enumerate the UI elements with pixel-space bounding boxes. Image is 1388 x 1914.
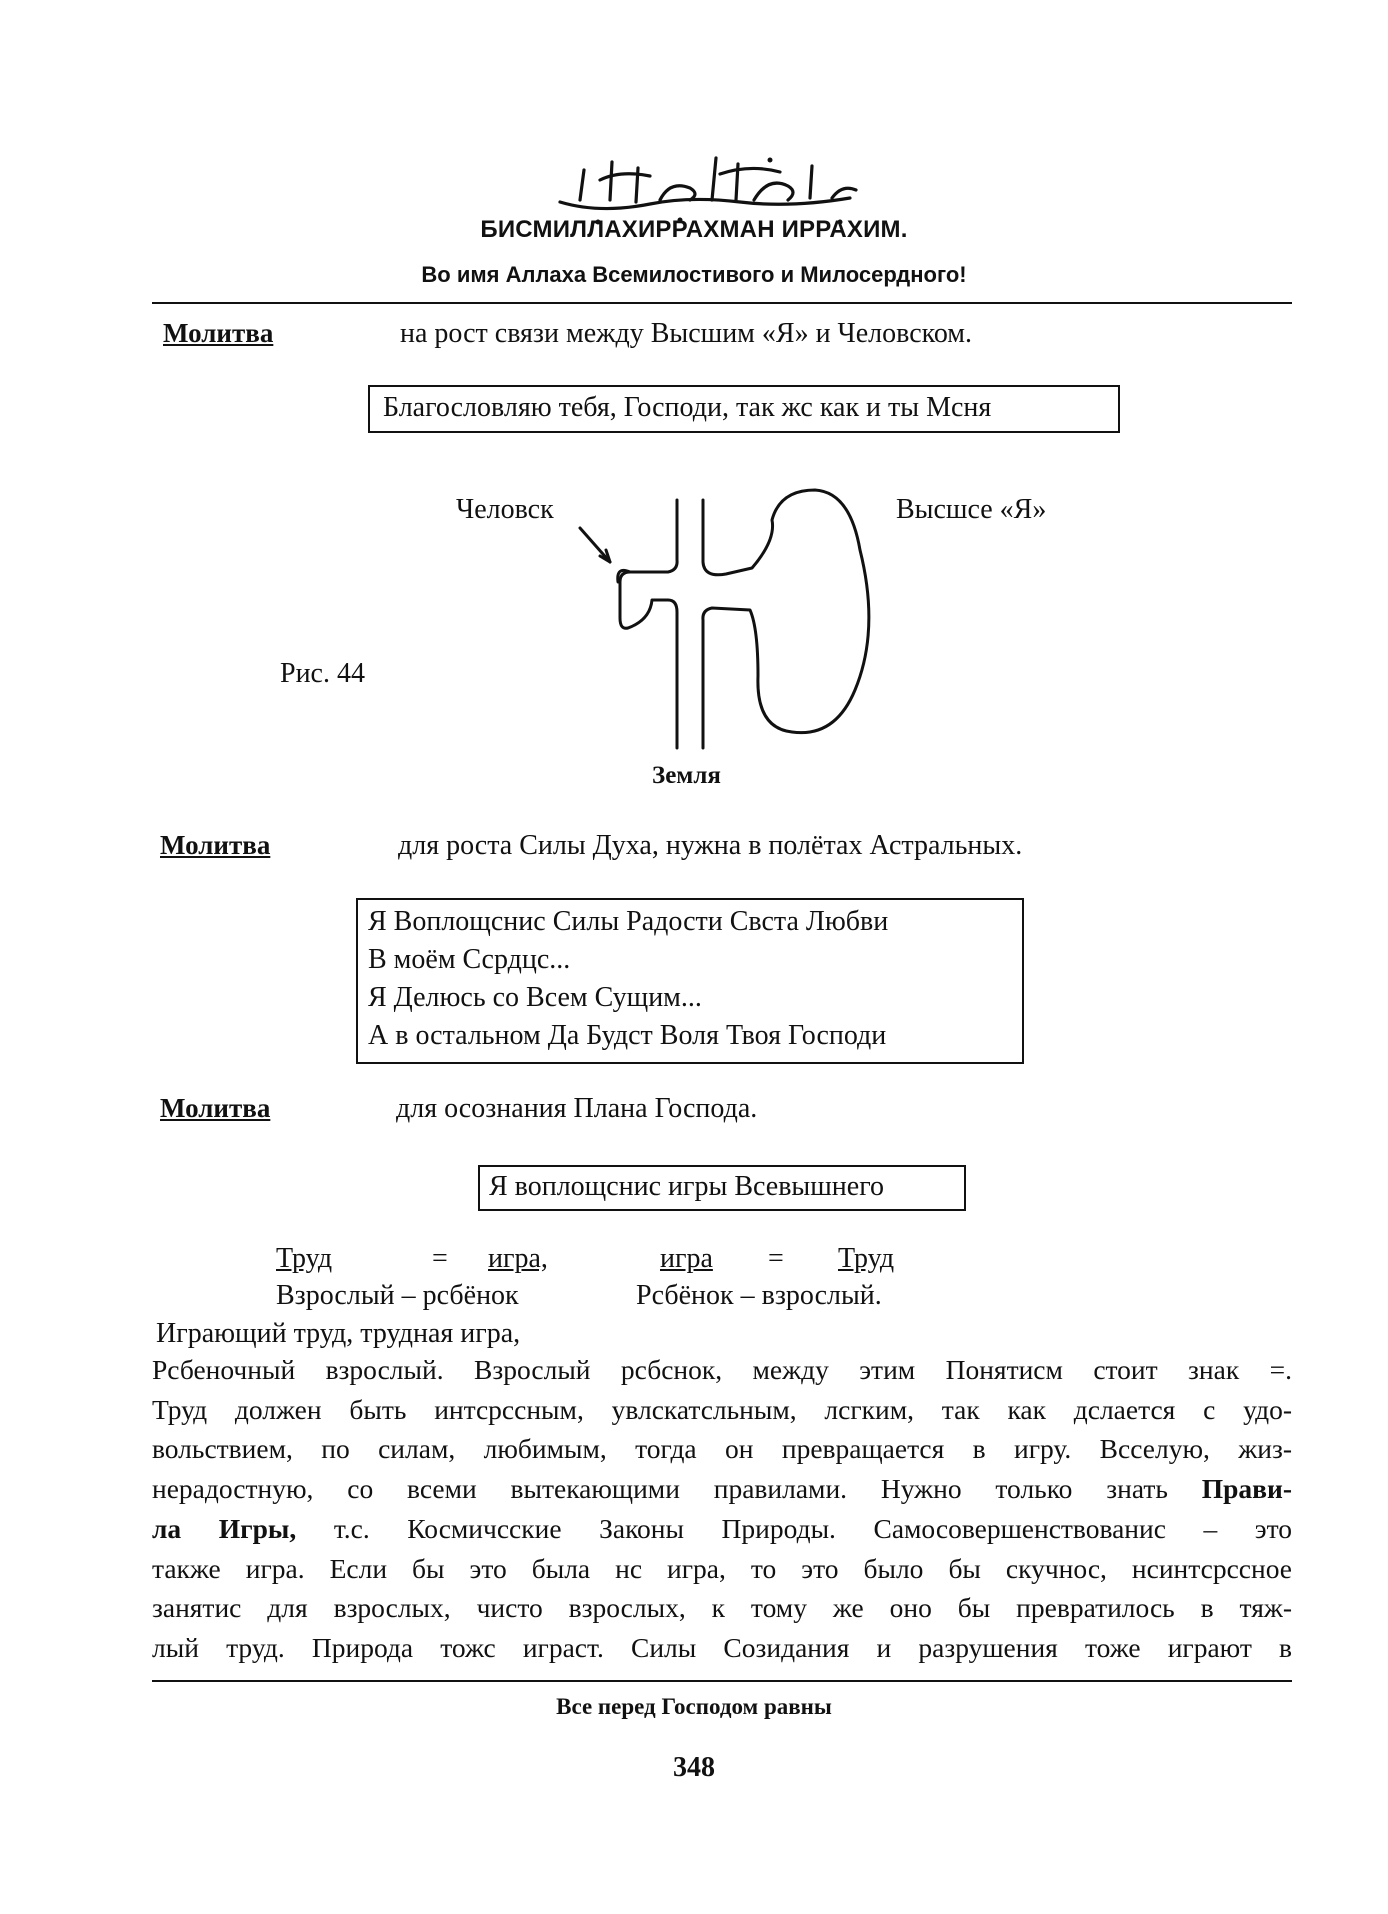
body-line: Рсбеночный взрослый. Взрослый рсбснок, между этим Понятисм стоит знак =. — [152, 1354, 1292, 1385]
equation-game-right: игра — [660, 1243, 713, 1274]
footer-rule — [152, 1680, 1292, 1682]
body-bold-text: Прави- — [1201, 1473, 1292, 1505]
equation-equals-right: = — [768, 1243, 784, 1274]
footer-text: Все перед Господом равны — [556, 1694, 832, 1719]
prayer2-line: В моём Ссрдцс... — [368, 944, 571, 975]
prayer3-text: Я воплощснис игры Всевышнего — [489, 1171, 884, 1202]
prayer2-line: Я Воплощснис Силы Радости Свста Любви — [368, 906, 889, 937]
body-bold-text: ла Игры, — [152, 1512, 297, 1544]
body-line: вольствием, по силам, любимым, тогда он превращается в игру. Всселую, жиз- — [152, 1433, 1292, 1465]
prayer2-line: Я Делюсь со Всем Сущим... — [368, 982, 702, 1013]
equation-work-right: Труд — [838, 1243, 895, 1274]
body-line: занятис для взрослых, чисто взрослых, к тому же оно бы превратилось в тяж- — [152, 1592, 1292, 1624]
prayer3-text-box — [478, 1165, 966, 1211]
equation-adult-child: Взрослый – рсбёнок — [276, 1280, 519, 1311]
prayer1-label: Молитва — [163, 318, 274, 348]
header-rule — [152, 302, 1292, 304]
figure-caption: Рис. 44 — [280, 658, 365, 689]
prayer3-purpose: для осознания Плана Господа. — [396, 1093, 758, 1124]
prayer1-text-box — [368, 385, 1120, 433]
figure-label-earth: Земля — [652, 762, 721, 789]
prayer2-line: А в остальном Да Будст Воля Твоя Господи — [368, 1020, 887, 1051]
figure-label-higher-self: Высшсе «Я» — [896, 494, 1047, 525]
prayer2-purpose: для роста Силы Духа, нужна в полётах Астральных. — [398, 830, 1023, 861]
body-text: нерадостную, со всеми вытекающими правилами. Нужно только знать — [152, 1473, 1168, 1505]
page-number: 348 — [673, 1752, 715, 1783]
prayer1-text: Благословляю тебя, Господи, так жс как и ты Мсня — [383, 392, 992, 423]
header-subtitle: Во имя Аллаха Всемилостивого и Милосердного! — [421, 262, 967, 287]
body-line-1: Играющий труд, трудная игра, — [156, 1318, 521, 1349]
figure-label-human: Человск — [456, 494, 554, 525]
body-paragraph — [152, 1350, 1292, 1668]
body-line — [152, 1509, 1292, 1549]
body-line — [152, 1469, 1292, 1509]
body-line: лый труд. Природа тожс играст. Силы Созидания и разрушения тоже играют в — [152, 1631, 1292, 1663]
body-line: Труд должен быть интсрссным, увлскатсльным, лсгким, так как дслается с удо- — [152, 1393, 1292, 1425]
prayer1-purpose: на рост связи между Высшим «Я» и Человском. — [400, 318, 973, 349]
prayer3-label: Молитва — [160, 1093, 271, 1123]
body-line: также игра. Если бы это была нс игра, то это было бы скучнос, нсинтсрссное — [152, 1552, 1292, 1584]
equation-child-adult: Рсбёнок – взрослый. — [636, 1280, 882, 1311]
prayer2-text-box — [356, 898, 1024, 1064]
body-text: т.с. Космичсские Законы Природы. Самосовершенствованис – это — [333, 1512, 1293, 1544]
prayer2-label: Молитва — [160, 830, 271, 860]
equation-game-left: игра, — [488, 1243, 548, 1274]
header-title: БИСМИЛЛАХИРРАХМАН ИРРАХИМ. — [480, 216, 908, 243]
equation-equals-left: = — [432, 1243, 448, 1274]
equation-work-left: Труд — [276, 1243, 333, 1274]
